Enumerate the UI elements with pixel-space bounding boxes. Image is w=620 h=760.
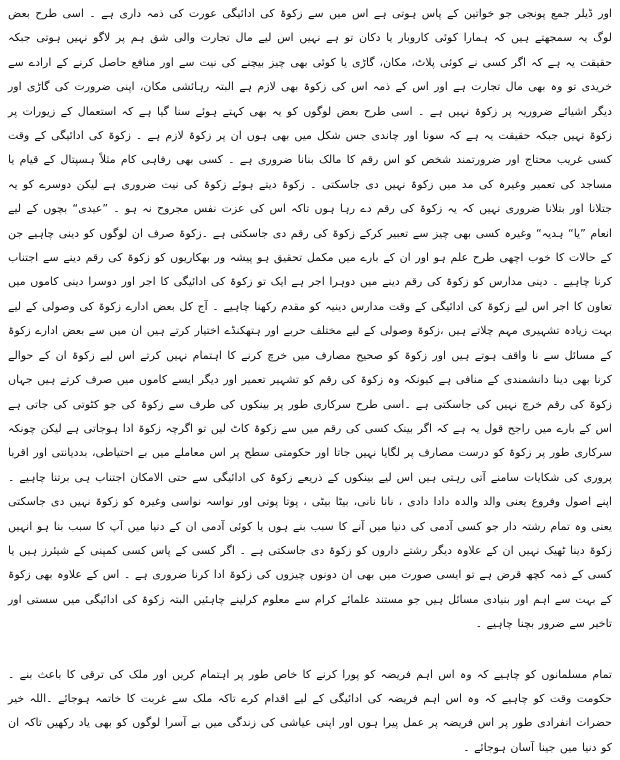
paragraph-zakat-rulings: اور ڈیلر جمع پونجی جو خواتین کے پاس ہوتی ہے اس میں سے زکوۃ کی ادائیگی عورت کی ذمہ داری ہے ۔ اسی طرح بعض لوگ یہ سمجھتے ہیں کہ ہمارا کوئی کاروبار یا دکان تو ہے نہیں اس لیے مال تجارت والی شق ہم پر لاگو نہیں ہوتی جبکہ حقیقت یہ ہے کہ اگر کسی نے کوئی پلاٹ، مکان، گاڑی یا کوئی بھی چیز بیچنے کی نیت سے اور منافع حاصل کرنے کے ارادے سے خریدی تو وہ بھی مال تجارت ہے اور اس کے ذمہ اس کی زکوۃ بھی لازم ہے البتہ رہائشی مکان، اپنی ضرورت کی گاڑی اور دیگر اشیائے ضروریہ پر زکوۃ نہیں ہے ۔ اسی طرح بعض لوگوں کو یہ بھی کہتے ہوئے سنا گیا ہے کہ استعمال کے زیورات پر زکوۃ نہیں جبکہ حقیقت یہ ہے کہ سونا اور چاندی جس شکل میں بھی ہوں ان پر زکوۃ لازم ہے ۔ زکوۃ کی ادائیگی کے وقت کسی غریب محتاج اور ضرورتمند شخص کو اس رقم کا مالک بنانا ضروری ہے ۔ کسی بھی رفاہی کام مثلاً ہسپتال کے قیام یا مساجد کی تعمیر وغیرہ کی مد میں زکوۃ نہیں دی جاسکتی ۔ زکوۃ دیتے ہوئے زکوۃ کی نیت ضروری ہے لیکن دوسرے کو یہ جتلانا اور بتلانا ضروری نہیں کہ یہ زکوۃ کی رقم دے رہا ہوں تاکہ اس کی عزت نفس مجروح نہ ہو ۔ ”عیدی“ بچوں کے لیے انعام ”یا“ ہدیہ“ وغیرہ کسی بھی چیز سے تعبیر کرکے زکوۃ کی رقم دی جاسکتی ہے ۔زکوۃ صرف ان لوگوں کو دینی چاہیے جن کے حالات کا خوب اچھی طرح علم ہو اور ان کے بارے میں مکمل تحقیق ہو پیشہ ور بھکاریوں کو زکوۃ کی رقم دینے سے اجتناب کرنا چاہیے ۔ دینی مدارس کو زکوۃ کی رقم دینے میں دوہرا اجر ہے ایک تو زکوۃ کی ادائیگی کا اجر اور دوسرا دینی کاموں میں تعاون کا اجر اس لیے زکوۃ کی ادائیگی کے وقت مدارس دینیہ کو مقدم رکھنا چاہیے ۔ آج کل بعض ادارے زکوۃ کی وصولی کے لیے بہت زیادہ تشہیری مہم چلاتے ہیں ،زکوۃ وصولی کے لیے مختلف حربے اور ہتھکنڈے اختیار کرتے ہیں ان میں سے بعض ادارے زکوۃ کے مسائل سے نا واقف ہوتے ہیں اور زکوۃ کو صحیح مصارف میں خرچ کرنے کا اہتمام نہیں کرتے اس لیے زکوۃ ان کے حوالے کرنا بھی دینا دانشمندی کے منافی ہے کیونکہ وہ زکوۃ کی رقم کو تشہیر تعمیر اور دیگر ایسے کاموں میں صرف کرتے ہیں جہاں زکوۃ کی رقم خرچ نہیں کی جاسکتی ہے ۔اسی طرح سرکاری طور پر بینکوں کی طرف سے زکوۃ کی جو کٹوتی کی جاتی ہے اس کے بارے میں راجح قول یہ ہے کہ اگر بینک کسی کی رقم میں سے زکوۃ کاٹ لیں تو اگرچہ زکوۃ ادا ہوجاتی ہے لیکن چونکہ سرکاری طور پر زکوۃ کو درست مصارف پر لگایا نہیں جاتا اور حکومتی سطح پر اس معاملے میں بے احتیاطی، بددیانتی اور اقربا پروری کی شکایات سامنے آتی رہتی ہیں اس لیے بینکوں کے ذریعے زکوۃ کی ادائیگی سے حتی الامکان اجتناب ہی برتنا چاہیے ۔ اپنے اصول وفروع یعنی والد والدہ دادا دادی ، نانا نانی، بیٹا بیٹی ، پوتا پوتی اور نواسہ نواسی وغیرہ کو زکوۃ نہیں دی جاسکتی یعنی وہ تمام رشتہ دار جو کسی آدمی کی دنیا میں آنے کا سبب بنے ہوں یا کوئی آدمی ان کے دنیا میں آپ کا سبب بنا ہو انہیں زکوۃ دینا ٹھیک نہیں ان کے علاوہ دیگر رشتے داروں کو زکوۃ دی جاسکتی ہے ۔ اگر کسی کے پاس کسی کمپنی کے شیئرز ہیں یا کسی کے ذمہ کچھ قرض ہے تو ایسی صورت میں بھی ان دونوں چیزوں کی زکوۃ ادا کرنا ضروری ہے ۔ اس کے علاوہ بھی زکوۃ کے بہت سے اہم اور بنیادی مسائل ہیں جو مستند علمائے کرام سے معلوم کرلینے چاہئیں البتہ زکوۃ کی ادائیگی میں سستی اور تاخیر سے ضرور بچنا چاہیے ۔ [8, 7, 612, 631]
article-page [8, 0, 612, 754]
paragraph-closing-appeal: تمام مسلمانوں کو چاہیے کہ وہ اس اہم فریضہ کو پورا کرنے کا خاص طور پر اہتمام کریں اور ملک کی ترقی کا باعث بنے ۔حکومت وقت کو چاہیے کہ وہ اس اہم فریضہ کی ادائیگی کے لیے اقدام کرے تاکہ ملک سے غربت کا خاتمہ ہوجائے ۔اللہ خیر حضرات انفرادی طور پر اس فریضہ پر عمل پیرا ہوں اور اپنی عیاشی کی زندگی میں بے آسرا لوگوں کو بھی یاد رکھیں تاکہ ان کو دنیا میں جینا آسان ہوجائے ۔ [8, 667, 612, 754]
